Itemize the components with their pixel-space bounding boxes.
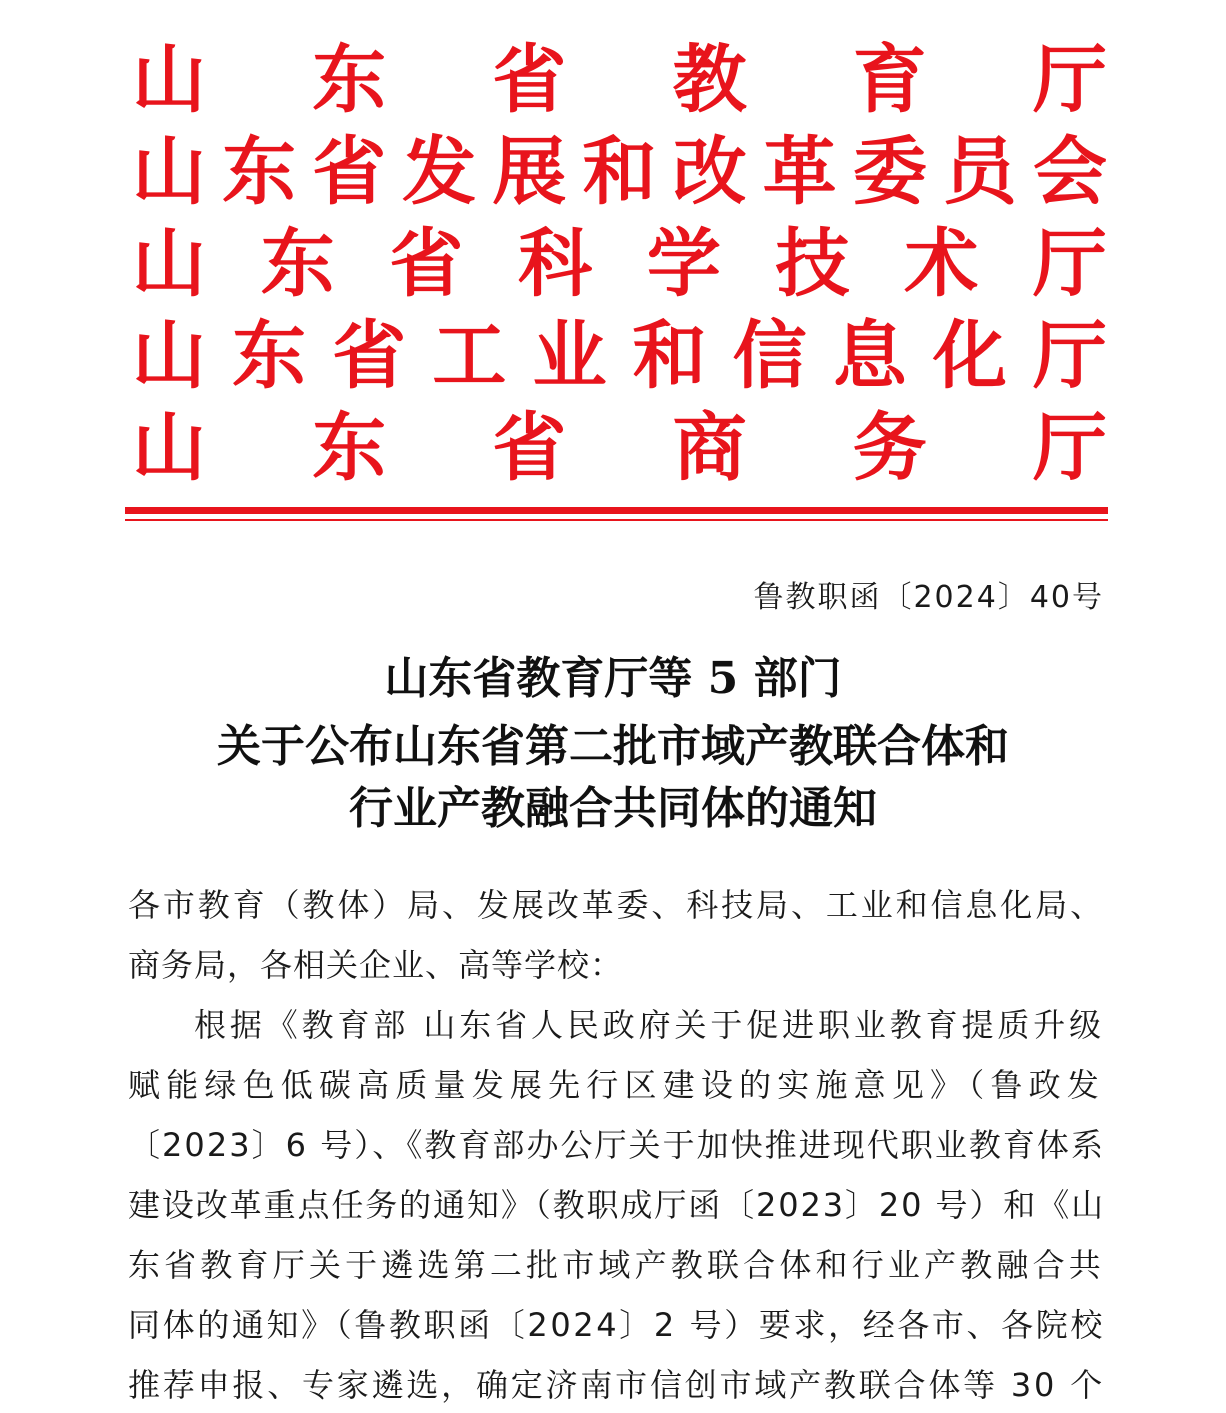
title-line-2: 关于公布山东省第二批市域产教联合体和 (217, 721, 1009, 772)
issuer-char: 东 (232, 313, 307, 399)
body-line-5: 东省教育厅关于遴选第二批市域产教联合体和行业产教融合共 (128, 1246, 1105, 1284)
issuer-char: 厅 (1032, 313, 1107, 399)
issuer-char: 展 (492, 129, 567, 215)
issuer-char: 委 (852, 129, 927, 215)
issuer-char: 教 (672, 37, 747, 123)
issuer-char: 东 (260, 221, 335, 307)
issuer-char: 东 (222, 129, 297, 215)
red-rule-thin (125, 519, 1108, 521)
issuer-char: 会 (1032, 129, 1107, 215)
issuer-char: 厅 (1032, 221, 1107, 307)
issuer-row (132, 129, 1107, 215)
issuer-char: 发 (402, 129, 477, 215)
issuer-char: 化 (932, 313, 1007, 399)
issuer-char: 和 (582, 129, 657, 215)
issuer-char: 革 (762, 129, 837, 215)
issuer-char: 和 (632, 313, 707, 399)
body-line-7: 推荐申报、专家遴选，确定济南市信创市域产教联合体等 30 个 (128, 1366, 1105, 1404)
title-line-3: 行业产教融合共同体的通知 (349, 783, 877, 834)
issuer-char: 改 (672, 129, 747, 215)
issuer-char: 东 (312, 405, 387, 491)
issuer-char: 商 (672, 405, 747, 491)
issuer-char: 山 (132, 129, 206, 215)
recipients-line-1: 各市教育（教体）局、发展改革委、科技局、工业和信息化局、 (128, 886, 1105, 924)
body-line-1: 根据《教育部 山东省人民政府关于促进职业教育提质升级 (194, 1006, 1105, 1044)
issuer-char: 省 (492, 405, 567, 491)
issuer-char: 员 (942, 129, 1017, 215)
issuer-char: 技 (775, 221, 850, 307)
body-line-3: 〔2023〕6 号）、《教育部办公厅关于加快推进现代职业教育体系 (128, 1126, 1105, 1164)
issuer-char: 厅 (1032, 37, 1107, 123)
body-line-2: 赋能绿色低碳高质量发展先行区建设的实施意见》（鲁政发 (128, 1066, 1105, 1104)
issuer-char: 东 (312, 37, 387, 123)
issuer-char: 科 (518, 221, 593, 307)
recipients-line-2: 商务局，各相关企业、高等学校： (128, 946, 624, 984)
issuer-char: 厅 (1032, 405, 1107, 491)
body-line-6: 同体的通知》（鲁教职函〔2024〕2 号）要求，经各市、各院校 (128, 1306, 1105, 1344)
document-number: 鲁教职函〔2024〕40号 (753, 580, 1104, 615)
issuer-char: 山 (132, 405, 206, 491)
issuer-char: 省 (492, 37, 567, 123)
issuer-row (132, 405, 1107, 491)
title-line-1: 山东省教育厅等 5 部门 (384, 653, 842, 704)
issuer-char: 工 (432, 313, 507, 399)
issuer-row (132, 221, 1107, 307)
issuer-char: 山 (132, 313, 206, 399)
issuer-char: 业 (532, 313, 607, 399)
issuer-char: 学 (646, 221, 721, 307)
issuer-char: 山 (132, 37, 206, 123)
issuer-char: 山 (132, 221, 206, 307)
issuer-char: 术 (904, 221, 979, 307)
body-line-4: 建设改革重点任务的通知》（教职成厅函〔2023〕20 号）和《山 (128, 1186, 1105, 1224)
issuer-char: 省 (312, 129, 387, 215)
issuer-char: 育 (852, 37, 927, 123)
issuer-row (132, 37, 1107, 123)
red-rule-thick (125, 507, 1108, 514)
issuer-row (132, 313, 1107, 399)
issuer-char: 务 (852, 405, 927, 491)
issuer-char: 省 (389, 221, 464, 307)
issuer-char: 省 (332, 313, 407, 399)
issuer-char: 信 (732, 313, 807, 399)
issuer-char: 息 (832, 313, 907, 399)
